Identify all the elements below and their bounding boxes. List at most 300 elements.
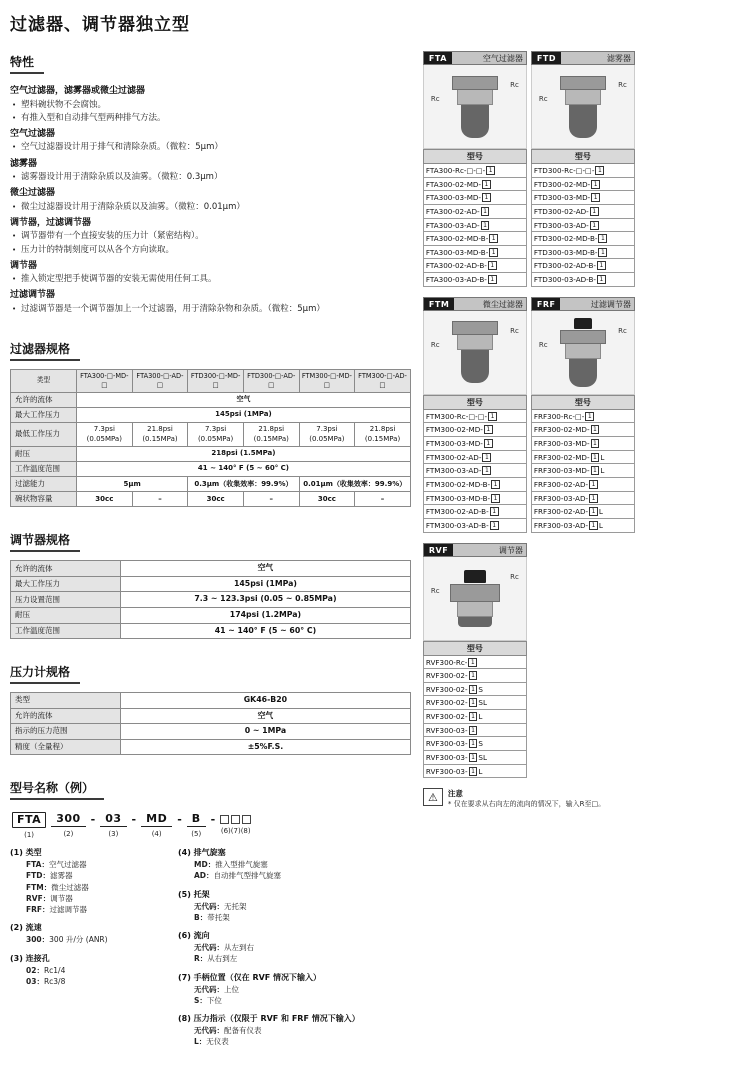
product-header xyxy=(423,543,527,557)
legend-entry-title: (1) 类型 xyxy=(10,848,42,858)
segment-number: (4) xyxy=(151,830,162,839)
model-number-row xyxy=(531,437,635,451)
part-number-segment xyxy=(12,812,46,839)
model-number-row xyxy=(423,232,527,246)
legend-code: L ： xyxy=(194,1037,206,1046)
model-number-text: FTM300-03-MD-B- xyxy=(425,493,491,503)
part-number-segment xyxy=(51,812,85,838)
spec-value: 空气 xyxy=(121,561,411,577)
model-number-row xyxy=(423,219,527,233)
model-number-text: FRF300-03-AD- xyxy=(533,520,589,530)
spec-value: 174psi (1.2MPa) xyxy=(121,608,411,624)
legend-item xyxy=(10,882,160,893)
option-number-box: 1 xyxy=(469,753,478,762)
mist-filter-illustration xyxy=(560,76,606,138)
note-text: * 仅在要求从右向左的流向的情况下，输入R至□。 xyxy=(447,800,606,809)
option-number-box: 1 xyxy=(488,412,497,421)
option-number-box: 1 xyxy=(489,234,498,243)
port-label-rc-right: Rc xyxy=(618,326,627,335)
feature-bullet: • 滤雾器设计用于清除杂质以及油雾。（微粒：0.3μm） xyxy=(10,171,411,184)
model-number-text: RVF300-02- xyxy=(425,698,468,708)
model-suffix: L xyxy=(598,507,603,517)
legend-entry-title: (2) 流速 xyxy=(10,923,42,933)
segment-value: B xyxy=(187,812,206,827)
segment-value: MD xyxy=(141,812,172,827)
option-number-box: 1 xyxy=(598,234,607,243)
spec-value: 30cc xyxy=(77,492,133,507)
model-number-text: FRF300-03-AD- xyxy=(533,493,589,503)
product-code-badge: FTM xyxy=(424,298,454,310)
filter-spec-header-cell: FTA300-□-MD-□ xyxy=(77,370,133,393)
option-number-box: 1 xyxy=(481,221,490,230)
unit-bowl xyxy=(458,617,492,627)
filter-spec-header-cell: FTM300-□-AD-□ xyxy=(355,370,411,393)
model-number-row xyxy=(531,191,635,205)
model-number-text: FTD300-Rc-□-□- xyxy=(533,166,595,175)
spec-value: – xyxy=(355,492,411,507)
model-number-text: FTD300-02-MD-B- xyxy=(533,234,598,244)
spec-value: 0.3μm（收集效率：99.9%） xyxy=(188,477,299,492)
model-list xyxy=(423,410,527,533)
legend-desc: Rc1/4 xyxy=(43,965,66,975)
model-suffix: SL xyxy=(478,753,487,763)
model-list-header: 型号 xyxy=(531,395,635,410)
option-number-box: 1 xyxy=(486,166,495,175)
model-number-text: FRF300-03-MD- xyxy=(533,466,590,476)
feature-bullets xyxy=(10,99,411,125)
legend-desc: 从右到左 xyxy=(207,954,238,964)
spec-label: 允许的流体 xyxy=(11,708,121,724)
legend-items xyxy=(178,901,403,924)
option-number-box: 1 xyxy=(469,767,478,776)
product-name: 空气过滤器 xyxy=(452,52,526,64)
model-number-row xyxy=(423,246,527,260)
legend-item xyxy=(178,859,403,870)
product-photo xyxy=(423,311,527,395)
legend-item xyxy=(178,984,403,995)
spec-value: 空气 xyxy=(121,708,411,724)
regulator-knob xyxy=(574,318,592,329)
model-number-row xyxy=(423,259,527,273)
option-number-box: 1 xyxy=(591,180,600,189)
model-number-row xyxy=(531,205,635,219)
feature-bullet: • 压力计的特制刻度可以从各个方向读取。 xyxy=(10,244,411,257)
model-suffix: SL xyxy=(478,698,487,708)
segment-number: (6)(7)(8) xyxy=(220,827,251,836)
legend-code: S ： xyxy=(194,996,207,1005)
legend-item xyxy=(178,1025,403,1036)
regulator-knob xyxy=(464,570,486,583)
spec-label: 压力设置范围 xyxy=(11,592,121,608)
model-number-text: FTD300-02-AD- xyxy=(533,206,589,216)
feature-bullet: • 空气过滤器设计用于排气和清除杂质。（微粒：5μm） xyxy=(10,141,411,154)
legend-items xyxy=(10,859,160,915)
product-box-ftm xyxy=(423,297,527,533)
feature-group xyxy=(10,128,411,155)
model-number-text: RVF300-03- xyxy=(425,739,468,749)
part-number-segment xyxy=(187,812,206,838)
option-number-box: 1 xyxy=(595,166,604,175)
option-number-box: 1 xyxy=(589,494,598,503)
model-number-row xyxy=(423,505,527,519)
option-number-box: 1 xyxy=(590,221,599,230)
spec-label: 碗状物容量 xyxy=(11,492,77,507)
option-number-box: 1 xyxy=(591,453,600,462)
option-number-box: 1 xyxy=(591,439,600,448)
port-label-rc-right: Rc xyxy=(618,81,627,89)
segment-dash: - xyxy=(90,813,96,827)
model-designation-section xyxy=(10,777,411,1055)
model-number-row xyxy=(423,519,527,533)
option-number-box: 1 xyxy=(490,507,499,516)
option-number-box: 1 xyxy=(589,480,598,489)
part-number-example xyxy=(12,812,411,839)
spec-row-bowl-capacity xyxy=(11,492,411,507)
product-photo xyxy=(531,65,635,149)
legend-desc: 过滤调节器 xyxy=(49,905,88,915)
model-legend xyxy=(10,847,411,1055)
gauge-spec-rows xyxy=(11,693,411,755)
option-number-box: 1 xyxy=(591,425,600,434)
model-number-text: RVF300-02- xyxy=(425,671,468,681)
legend-desc: 300 升/分 (ANR) xyxy=(49,935,108,945)
model-suffix: L xyxy=(478,712,483,722)
model-number-row xyxy=(423,724,527,738)
features-heading: 特性 xyxy=(10,53,44,74)
legend-desc: 微尘过滤器 xyxy=(51,882,89,892)
legend-item xyxy=(178,953,403,964)
model-number-text: FTD300-03-MD-B- xyxy=(533,247,598,257)
spec-value: 7.3 ~ 123.3psi (0.05 ~ 0.85MPa) xyxy=(121,592,411,608)
legend-entry-title: (3) 连接孔 xyxy=(10,953,50,963)
product-name: 滤雾器 xyxy=(561,52,634,64)
unit-body xyxy=(457,335,493,350)
unit-body xyxy=(565,344,601,359)
model-number-text: FTM300-Rc-□-□- xyxy=(425,411,488,421)
spec-value: 30cc xyxy=(299,492,355,507)
feature-group-title: 空气过滤器，滤雾器或微尘过滤器 xyxy=(10,86,146,96)
option-number-box: 1 xyxy=(597,261,606,270)
segment-value: FTA xyxy=(12,812,46,828)
option-placeholder-box xyxy=(231,815,240,824)
model-number-text: FRF300-02-AD- xyxy=(533,507,589,517)
model-number-text: FTM300-03-AD-B- xyxy=(425,520,489,530)
model-number-row xyxy=(531,451,635,465)
legend-item xyxy=(178,912,403,923)
product-name: 微尘过滤器 xyxy=(454,298,526,310)
legend-entry xyxy=(178,930,403,965)
model-designation-heading: 型号名称（例） xyxy=(10,779,104,800)
port-label-rc-right: Rc xyxy=(510,572,519,581)
unit-bowl xyxy=(569,105,597,138)
model-list-header: 型号 xyxy=(423,641,527,656)
option-number-box: 1 xyxy=(469,712,478,721)
port-label-rc-right: Rc xyxy=(510,326,519,335)
filter-regulator-illustration xyxy=(560,318,606,387)
port-label-rc-left: Rc xyxy=(538,340,548,349)
legend-item xyxy=(178,1036,403,1047)
legend-column-left xyxy=(10,847,160,1055)
legend-item xyxy=(178,870,403,881)
feature-bullet: • 有推入型和自动排气型两种排气方法。 xyxy=(10,112,411,125)
model-number-row xyxy=(531,273,635,287)
model-number-row xyxy=(423,656,527,670)
filter-spec-table xyxy=(10,369,411,507)
model-suffix: L xyxy=(600,466,605,476)
regulator-spec-section xyxy=(10,529,411,639)
spec-label: 耐压 xyxy=(11,446,77,461)
part-number-option-boxes xyxy=(220,812,251,835)
model-number-text: FTA300-02-MD- xyxy=(425,179,482,189)
legend-code: FTA ： xyxy=(26,860,49,869)
legend-code: 02 ： xyxy=(26,966,44,975)
option-number-box: 1 xyxy=(591,466,600,475)
model-number-row xyxy=(531,492,635,506)
option-number-box: 1 xyxy=(488,261,497,270)
unit-body xyxy=(457,90,493,105)
legend-items xyxy=(178,984,403,1007)
model-number-row xyxy=(531,519,635,533)
product-header xyxy=(531,297,635,311)
legend-item xyxy=(10,904,160,915)
part-number-segment xyxy=(141,812,172,838)
page-title: 过滤器、调节器独立型 xyxy=(10,15,190,35)
model-number-text: FTA300-02-MD-B- xyxy=(425,234,489,244)
option-number-box: 1 xyxy=(488,275,497,284)
spec-row-filtration xyxy=(11,477,411,492)
legend-code: 无代码 ： xyxy=(194,902,224,911)
unit-body xyxy=(457,602,493,617)
model-number-text: RVF300-03- xyxy=(425,753,468,763)
unit-bowl xyxy=(461,350,489,383)
regulator-spec-table xyxy=(10,560,411,639)
model-number-row xyxy=(531,464,635,478)
model-number-text: FRF300-Rc-□- xyxy=(533,411,585,421)
option-number-box: 1 xyxy=(469,739,478,748)
legend-code: 无代码 ： xyxy=(194,1026,224,1035)
product-code-badge: FTA xyxy=(424,52,452,64)
filter-spec-header-cell: 类型 xyxy=(11,370,77,393)
model-list-header: 型号 xyxy=(531,149,635,164)
spec-row xyxy=(11,623,411,639)
spec-label: 最低工作压力 xyxy=(11,423,77,447)
model-number-row xyxy=(531,246,635,260)
model-number-row xyxy=(531,410,635,424)
legend-entry-title: (7) 手柄位置（仅在 RVF 情况下输入） xyxy=(178,972,322,982)
legend-item xyxy=(178,995,403,1006)
legend-desc: 带托架 xyxy=(207,912,230,922)
model-suffix: S xyxy=(478,739,483,749)
unit-cap xyxy=(452,76,498,90)
option-boxes xyxy=(220,812,251,824)
model-number-text: FTD300-03-AD-B- xyxy=(533,275,597,285)
port-label-rc-left: Rc xyxy=(430,586,440,595)
legend-code: R ： xyxy=(194,954,207,963)
model-number-row xyxy=(423,464,527,478)
model-number-row xyxy=(423,669,527,683)
port-label-rc-left: Rc xyxy=(430,340,440,349)
model-number-row xyxy=(423,410,527,424)
gauge-spec-table xyxy=(10,692,411,755)
spec-value: 145psi (1MPa) xyxy=(77,407,411,422)
legend-entry-title: (8) 压力指示（仅限于 RVF 和 FRF 情况下输入） xyxy=(178,1014,360,1024)
legend-entry xyxy=(178,847,403,882)
feature-bullet: • 调节器带有一个直接安装的压力计（紧密结构）。 xyxy=(10,230,411,243)
legend-entry xyxy=(178,889,403,924)
spec-value: 30cc xyxy=(188,492,244,507)
model-number-text: RVF300-03- xyxy=(425,766,468,776)
product-name: 调节器 xyxy=(453,544,526,556)
model-list xyxy=(531,164,635,287)
regulator-illustration xyxy=(450,570,500,627)
spec-row xyxy=(11,576,411,592)
option-number-box: 1 xyxy=(482,466,491,475)
model-number-row xyxy=(423,696,527,710)
spec-value: 5μm xyxy=(77,477,188,492)
feature-group xyxy=(10,217,411,257)
model-suffix: L xyxy=(478,766,483,776)
model-number-row xyxy=(531,478,635,492)
legend-item xyxy=(10,976,160,987)
model-number-text: RVF300-Rc- xyxy=(425,657,468,667)
feature-group-title: 过滤调节器 xyxy=(10,290,56,301)
option-number-box: 1 xyxy=(482,453,491,462)
model-number-text: FTA300-Rc-□-□- xyxy=(425,166,486,175)
model-number-text: RVF300-02- xyxy=(425,684,468,694)
part-number-segment xyxy=(100,812,126,838)
spec-row-temperature xyxy=(11,462,411,477)
filter-spec-section xyxy=(10,338,411,507)
model-number-text: FTA300-03-MD-B- xyxy=(425,247,489,257)
segment-dash: - xyxy=(210,813,216,827)
model-number-row xyxy=(423,751,527,765)
spec-label: 类型 xyxy=(11,693,121,709)
filter-spec-header-cell: FTM300-□-MD-□ xyxy=(299,370,355,393)
option-number-box: 1 xyxy=(469,698,478,707)
port-label-rc-left: Rc xyxy=(538,95,548,103)
filter-spec-header-cell: FTD300-□-AD-□ xyxy=(243,370,299,393)
option-number-box: 1 xyxy=(585,412,594,421)
legend-desc: 无托架 xyxy=(224,901,247,911)
gauge-spec-section xyxy=(10,661,411,755)
feature-group xyxy=(10,158,411,185)
legend-entry-title: (4) 排气旋塞 xyxy=(178,848,226,858)
legend-desc: 调节器 xyxy=(50,893,73,903)
option-number-box: 1 xyxy=(469,726,478,735)
feature-group xyxy=(10,260,411,287)
segment-dash: - xyxy=(131,813,137,827)
spec-value: 41 ~ 140° F (5 ~ 60° C) xyxy=(121,623,411,639)
model-number-row xyxy=(531,178,635,192)
legend-entry-title: (6) 流向 xyxy=(178,931,210,941)
spec-label: 最大工作压力 xyxy=(11,576,121,592)
legend-item xyxy=(10,934,160,945)
left-column xyxy=(10,51,411,1077)
feature-group xyxy=(10,289,411,316)
port-label-rc-right: Rc xyxy=(510,81,519,89)
feature-bullets xyxy=(10,141,411,154)
product-boxes xyxy=(423,51,742,778)
option-number-box: 1 xyxy=(590,207,599,216)
page-columns xyxy=(10,51,742,1077)
unit-body xyxy=(565,90,601,105)
legend-desc: 上位 xyxy=(224,984,239,994)
legend-desc: 滤雾器 xyxy=(49,871,73,881)
feature-group-title: 滤雾器 xyxy=(10,158,38,169)
legend-item xyxy=(10,859,160,870)
unit-cap xyxy=(452,321,498,335)
option-number-box: 1 xyxy=(468,658,477,667)
option-number-box: 1 xyxy=(598,248,607,257)
model-suffix: L xyxy=(600,452,605,462)
model-number-row xyxy=(423,205,527,219)
model-list-header: 型号 xyxy=(423,395,527,410)
spec-label: 过滤能力 xyxy=(11,477,77,492)
model-number-text: FTD300-03-AD- xyxy=(533,220,589,230)
product-photo xyxy=(423,557,527,641)
segment-number: (2) xyxy=(63,830,74,839)
segment-dash: - xyxy=(177,813,182,827)
model-list-header: 型号 xyxy=(423,149,527,164)
spec-value: 41 ~ 140° F (5 ~ 60° C) xyxy=(77,462,411,477)
model-number-text: FTA300-03-AD- xyxy=(425,220,480,230)
model-number-row xyxy=(423,478,527,492)
product-column xyxy=(423,51,742,1077)
feature-bullet: • 微尘过滤器设计用于清除杂质以及油雾。（微粒：0.01μm） xyxy=(10,201,411,214)
legend-item xyxy=(10,870,160,881)
legend-entry-title: (5) 托架 xyxy=(178,889,210,899)
option-number-box: 1 xyxy=(469,671,478,680)
unit-bowl xyxy=(569,359,597,387)
model-number-text: FTM300-03-AD- xyxy=(425,466,482,476)
option-number-box: 1 xyxy=(469,685,478,694)
legend-code: 300 ： xyxy=(26,935,49,944)
model-number-text: FRF300-03-MD- xyxy=(533,439,590,449)
model-number-row xyxy=(423,710,527,724)
model-number-row xyxy=(423,437,527,451)
product-code-badge: FRF xyxy=(532,298,561,310)
segment-number: (1) xyxy=(24,831,35,840)
feature-group-title: 空气过滤器 xyxy=(10,128,56,139)
legend-desc: 推入型排气旋塞 xyxy=(215,860,268,870)
spec-value: – xyxy=(243,492,299,507)
spec-value: 7.3psi (0.05MPa) xyxy=(299,423,355,447)
filter-spec-heading: 过滤器规格 xyxy=(10,340,80,361)
legend-desc: Rc3/8 xyxy=(43,976,66,986)
spec-value: 145psi (1MPa) xyxy=(121,576,411,592)
legend-code: 03 ： xyxy=(26,977,44,986)
feature-bullets xyxy=(10,273,411,286)
model-number-row xyxy=(423,737,527,751)
feature-bullets xyxy=(10,171,411,184)
product-photo xyxy=(531,311,635,395)
legend-desc: 配备有仪表 xyxy=(224,1026,262,1036)
spec-label: 精度（全量程） xyxy=(11,739,121,755)
spec-label: 允许的流体 xyxy=(11,392,77,407)
model-number-text: FTA300-02-AD- xyxy=(425,206,480,216)
product-box-frf xyxy=(531,297,635,533)
model-suffix: L xyxy=(598,520,603,530)
option-number-box: 1 xyxy=(591,193,600,202)
product-box-fta xyxy=(423,51,527,287)
model-number-row xyxy=(531,423,635,437)
unit-cap xyxy=(450,584,500,602)
unit-bowl xyxy=(461,105,489,138)
model-number-row xyxy=(531,164,635,178)
legend-desc: 自动排气型排气旋塞 xyxy=(213,871,282,881)
legend-item xyxy=(10,893,160,904)
spec-row xyxy=(11,608,411,624)
